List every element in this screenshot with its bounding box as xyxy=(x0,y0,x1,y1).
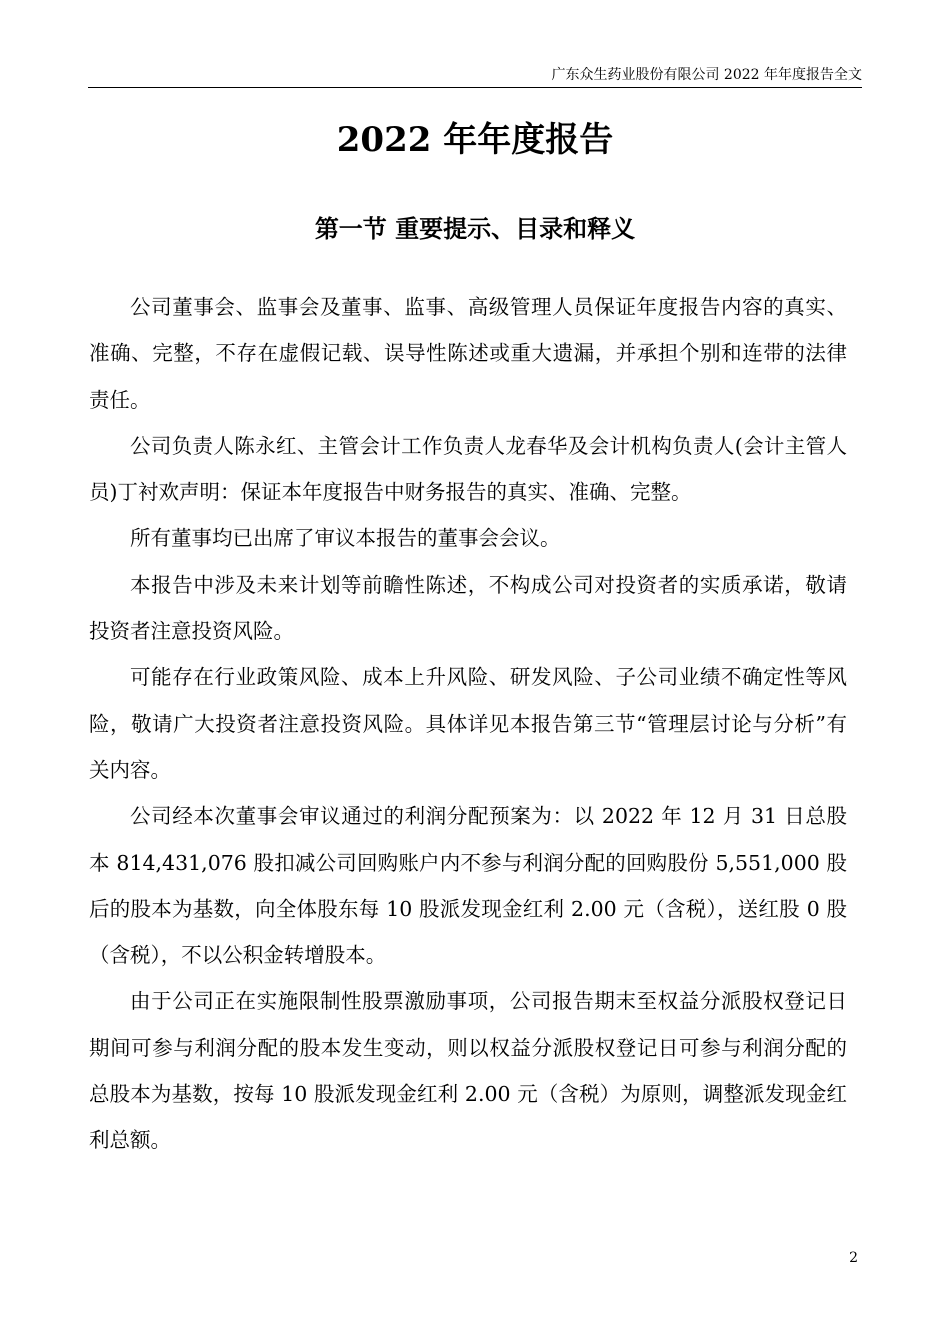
header-divider xyxy=(88,87,862,88)
page-number: 2 xyxy=(849,1250,858,1266)
running-header: 广东众生药业股份有限公司 2022 年年度报告全文 xyxy=(551,67,862,83)
paragraph-risk-factors: 可能存在行业政策风险、成本上升风险、研发风险、子公司业绩不确定性等风险，敬请广大投资者注意投资风险。具体详见本报告第三节“管理层讨论与分析”有关内容。 xyxy=(89,665,847,782)
section-title: 第一节 重要提示、目录和释义 xyxy=(314,214,636,243)
paragraph-distribution-adjustment: 由于公司正在实施限制性股票激励事项，公司报告期末至权益分派股权登记日期间可参与利润分配的股本发生变动，则以权益分派股权登记日可参与利润分配的总股本为基数，按每 10 股派发现金红利 2.00 元（含税）为原则，调整派发现金红利总额。 xyxy=(89,989,847,1153)
paragraph-responsibility-statement: 公司董事会、监事会及董事、监事、高级管理人员保证年度报告内容的真实、准确、完整，不存在虚假记载、误导性陈述或重大遗漏，并承担个别和连带的法律责任。 xyxy=(89,295,847,412)
paragraph-financial-declaration: 公司负责人陈永红、主管会计工作负责人龙春华及会计机构负责人(会计主管人员)丁衬欢声明：保证本年度报告中财务报告的真实、准确、完整。 xyxy=(89,433,847,505)
document-body xyxy=(89,284,847,1164)
document-title: 2022 年年度报告 xyxy=(336,120,614,160)
paragraph-board-attendance: 所有董事均已出席了审议本报告的董事会会议。 xyxy=(130,526,561,551)
paragraph-profit-distribution: 公司经本次董事会审议通过的利润分配预案为：以 2022 年 12 月 31 日总股本 814,431,076 股扣减公司回购账户内不参与利润分配的回购股份 5,551,000 股后的股本为基数，向全体股东每 10 股派发现金红利 2.00 元（含税），送红股 0 股（含税），不以公积金转增股本。 xyxy=(89,804,847,968)
paragraph-forward-looking: 本报告中涉及未来计划等前瞻性陈述，不构成公司对投资者的实质承诺，敬请投资者注意投资风险。 xyxy=(89,572,847,644)
